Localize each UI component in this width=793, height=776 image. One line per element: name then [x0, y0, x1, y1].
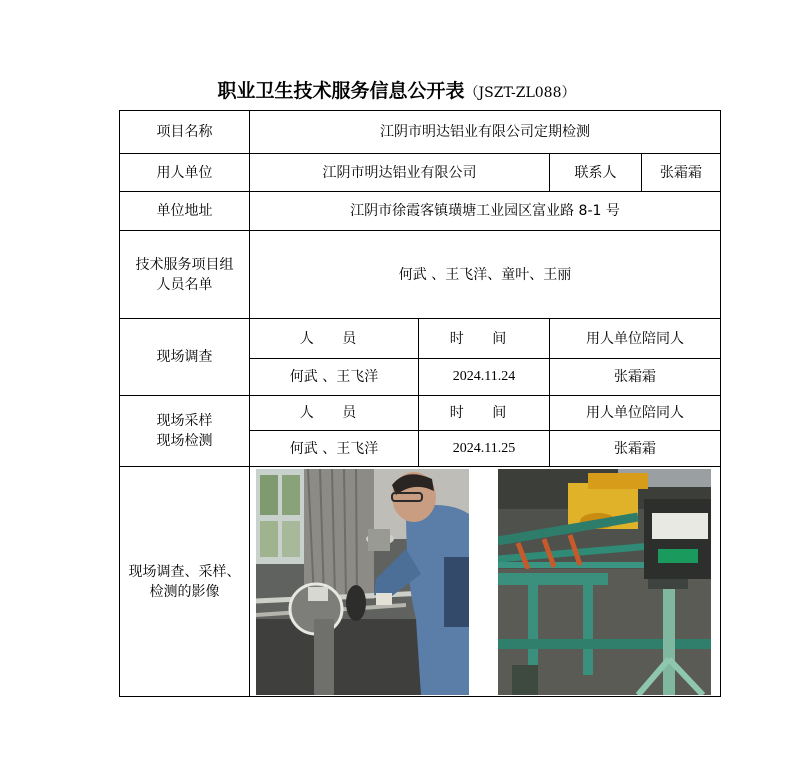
row-survey-header	[120, 319, 721, 359]
survey-col-time: 时 间	[419, 319, 550, 359]
sampling-escort: 张霜霜	[550, 431, 721, 467]
sampling-col-time: 时 间	[419, 396, 550, 431]
sampling-time: 2024.11.25	[419, 431, 550, 467]
title-code: （JSZT-ZL088）	[464, 85, 576, 101]
address-label: 单位地址	[120, 192, 250, 231]
team-label	[120, 231, 250, 319]
site-photo-equipment	[498, 469, 711, 695]
survey-col-escort: 用人单位陪同人	[550, 319, 721, 359]
sampling-people: 何武 、王飞洋	[250, 431, 419, 467]
project-value: 江阴市明达铝业有限公司定期检测	[250, 111, 721, 154]
survey-col-people: 人 员	[250, 319, 419, 359]
title-main: 职业卫生技术服务信息公开表	[217, 80, 465, 102]
sampling-col-people: 人 员	[250, 396, 419, 431]
info-table	[119, 110, 721, 697]
sampling-label	[120, 396, 250, 467]
sampling-label-line2: 现场检测	[156, 433, 213, 449]
row-sampling-header	[120, 396, 721, 431]
project-label: 项目名称	[120, 111, 250, 154]
row-team	[120, 231, 721, 319]
sampling-label-line1: 现场采样	[156, 413, 213, 429]
address-value: 江阴市徐霞客镇璜塘工业园区富业路 8-1 号	[250, 192, 721, 231]
survey-escort: 张霜霜	[550, 359, 721, 396]
row-images	[120, 467, 721, 697]
survey-label: 现场调查	[120, 319, 250, 396]
team-value: 何武 、王飞洋、童叶、王丽	[250, 231, 721, 319]
team-label-line2: 人员名单	[156, 276, 213, 293]
sampling-col-escort: 用人单位陪同人	[550, 396, 721, 431]
photo-gallery	[250, 469, 720, 695]
images-label-line2: 检测的影像	[149, 583, 220, 600]
survey-people: 何武 、王飞洋	[250, 359, 419, 396]
row-project	[120, 111, 721, 154]
employer-label: 用人单位	[120, 154, 250, 192]
team-label-line1: 技术服务项目组	[135, 256, 234, 273]
images-label-line1: 现场调查、采样、	[128, 563, 241, 580]
row-address	[120, 192, 721, 231]
document-title	[0, 76, 793, 103]
survey-time: 2024.11.24	[419, 359, 550, 396]
row-employer	[120, 154, 721, 192]
contact-value: 张霜霜	[642, 154, 721, 192]
site-photo-grinding	[256, 469, 469, 695]
images-cell	[250, 467, 721, 697]
employer-value: 江阴市明达铝业有限公司	[250, 154, 550, 192]
contact-label: 联系人	[550, 154, 642, 192]
images-label	[120, 467, 250, 697]
